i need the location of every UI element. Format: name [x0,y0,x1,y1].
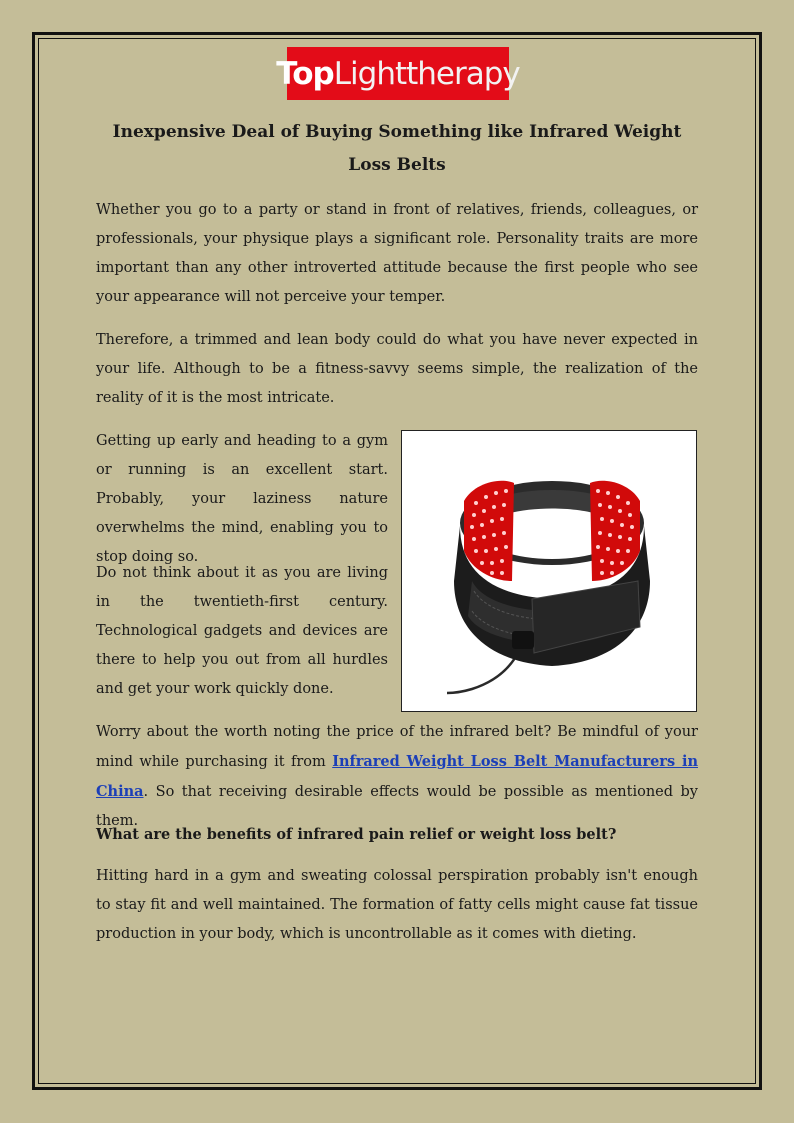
logo-text-top: Top [276,55,334,92]
paragraph-1: Whether you go to a party or stand in front of relatives, friends, colleagues, or professionals, your physique plays a significant role. Personality traits are more important than any other introverted attitude because the first people who see your appearance will not perceive your temper. [96,202,698,305]
logo-text-rest: Lighttherapy [333,55,520,92]
paragraph-2: Therefore, a trimmed and lean body could do what you have never expected in your life. Although to be a fitness-savvy seems simple, the realization of the reality of it is the most intricate. [96,332,698,406]
paragraph-5 [96,718,698,836]
infrared-belt-product-image [401,430,697,712]
paragraph-3: Getting up early and heading to a gym or running is an excellent start. Probably, your laziness nature overwhelms the mind, enabling you to stop doing so. [96,433,388,565]
paragraph-4: Do not think about it as you are living in the twentieth-first century. Technological gadgets and devices are there to help you out from all hurdles and get your work quickly done. [96,565,388,697]
article-title: Inexpensive Deal of Buying Something like Infrared Weight Loss Belts [112,122,682,175]
manufacturers-link[interactable]: Infrared Weight Loss Belt Manufacturers in China [96,753,698,800]
paragraph-5-text-before: Worry about the worth noting the price of the infrared belt? Be mindful of your mind while purchasing it from [96,724,698,770]
paragraph-6: Hitting hard in a gym and sweating colossal perspiration probably isn't enough to stay fit and well maintained. The formation of fatty cells might cause fat tissue production in your body, which is uncontrollable as it comes with dieting. [96,868,698,942]
toplighttherapy-logo [276,47,520,100]
section-heading-benefits: What are the benefits of infrared pain relief or weight loss belt? [96,826,617,843]
paragraph-5-text-after: . So that receiving desirable effects would be possible as mentioned by them. [96,784,698,829]
belt-illustration [402,431,696,711]
